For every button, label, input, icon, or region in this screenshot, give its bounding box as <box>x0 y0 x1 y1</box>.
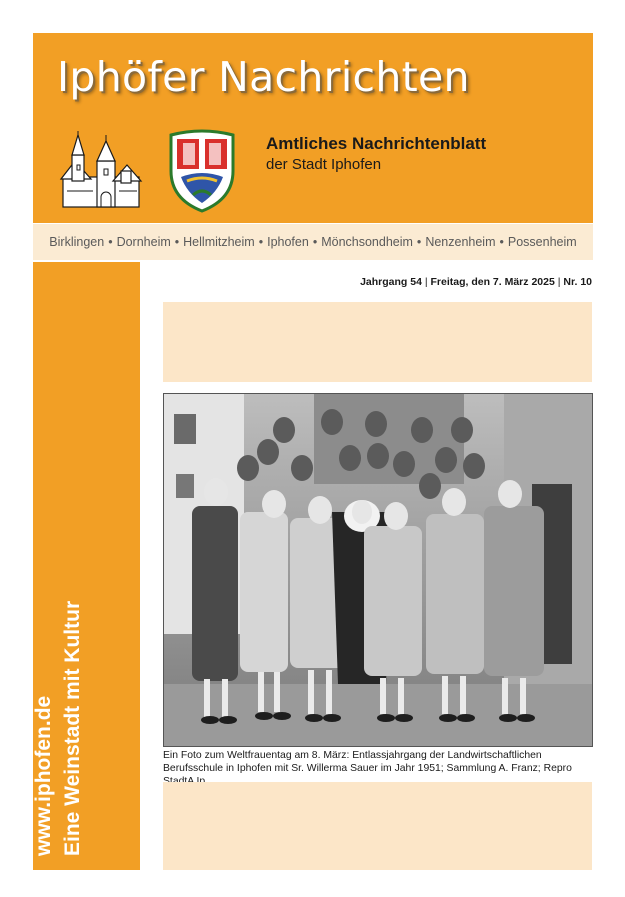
masthead <box>33 33 593 223</box>
publication-subtitle: Amtliches Nachrichtenblatt <box>266 134 487 153</box>
issue-date: Freitag, den 7. März 2025 <box>430 276 555 288</box>
photo-image <box>164 394 592 746</box>
towns-bar <box>33 224 593 260</box>
issue-info <box>360 276 592 288</box>
town-separator: • <box>416 235 422 249</box>
ad-placeholder-bottom <box>163 782 592 870</box>
historic-group-photo <box>163 393 593 747</box>
town-separator: • <box>499 235 504 249</box>
church-icon <box>57 131 147 213</box>
publication-city: der Stadt Iphofen <box>266 156 382 173</box>
town-separator: • <box>258 235 264 249</box>
city-slogan: Eine Weinstadt mit Kultur <box>61 600 84 856</box>
issue-number: Nr. 10 <box>563 276 592 288</box>
newspaper-title: Iphöfer Nachrichten <box>57 53 470 101</box>
town-name: Hellmitzheim <box>183 235 255 249</box>
town-name: Mönchsondheim <box>321 235 413 249</box>
issue-separator: | <box>557 276 561 288</box>
town-separator: • <box>312 235 318 249</box>
town-name: Possenheim <box>507 235 577 249</box>
town-name: Nenzenheim <box>425 235 496 249</box>
issue-volume: Jahrgang 54 <box>360 276 422 288</box>
town-name: Dornheim <box>116 235 171 249</box>
photo-caption: Ein Foto zum Weltfrauentag am 8. März: Entlassjahrgang der Landwirtschaftlichen Berufsschule in Iphofen mit Sr. Willerma Sauer im Jahr 1951; Sammlung A. Franz; Repro <box>163 750 572 774</box>
sidebar-banner <box>33 262 140 870</box>
issue-separator: | <box>424 276 428 288</box>
town-separator: • <box>174 235 180 249</box>
website-url: www.iphofen.de <box>32 695 55 856</box>
sidebar-slogan <box>29 601 87 856</box>
town-name: Birklingen <box>49 235 105 249</box>
town-name: Iphofen <box>267 235 309 249</box>
coat-of-arms-icon <box>163 129 241 213</box>
town-separator: • <box>108 235 113 249</box>
ad-placeholder-top <box>163 302 592 382</box>
